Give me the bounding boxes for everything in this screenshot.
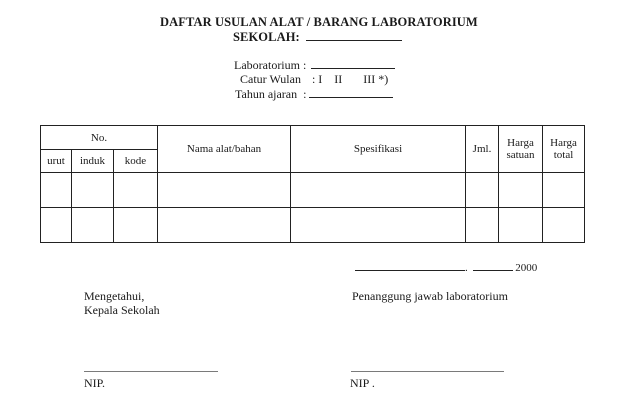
table-header-row — [41, 126, 585, 150]
header-harga-total-line1: Harga — [550, 137, 577, 149]
left-nip: NIP. — [84, 376, 106, 390]
laboratorium-field — [234, 58, 395, 73]
cell-urut[interactable] — [41, 173, 72, 208]
cell-induk[interactable] — [72, 208, 114, 243]
table-row — [41, 208, 585, 243]
right-nip: NIP . — [350, 376, 375, 390]
cell-harga-total[interactable] — [543, 173, 585, 208]
date-separator: . — [465, 262, 468, 274]
cell-jml[interactable] — [466, 173, 499, 208]
cell-jml[interactable] — [466, 208, 499, 243]
laboratorium-label: Laboratorium : — [234, 58, 307, 72]
cell-induk[interactable] — [72, 173, 114, 208]
document-title: DAFTAR USULAN ALAT / BARANG LABORATORIUM — [160, 15, 478, 29]
cell-harga-total[interactable] — [543, 208, 585, 243]
cell-nama[interactable] — [158, 208, 291, 243]
school-label: SEKOLAH: — [233, 30, 300, 44]
header-nama: Nama alat/bahan — [158, 126, 291, 173]
date-place-blank[interactable] — [355, 270, 465, 271]
left-signature-role-1: Mengetahui, — [84, 289, 145, 303]
cell-spesifikasi[interactable] — [291, 173, 466, 208]
cell-harga-satuan[interactable] — [499, 208, 543, 243]
header-spesifikasi: Spesifikasi — [291, 126, 466, 173]
cell-nama[interactable] — [158, 173, 291, 208]
tahun-ajaran-blank[interactable] — [309, 97, 393, 98]
header-harga-satuan-line1: Harga — [507, 137, 534, 149]
school-field — [233, 30, 402, 45]
cell-kode[interactable] — [114, 173, 158, 208]
tahun-ajaran-label: Tahun ajaran : — [235, 87, 307, 101]
left-signature-role-2: Kepala Sekolah — [84, 303, 160, 317]
header-harga-satuan — [499, 126, 543, 173]
header-harga-satuan-line2: satuan — [506, 149, 535, 161]
cell-urut[interactable] — [41, 208, 72, 243]
cell-kode[interactable] — [114, 208, 158, 243]
header-harga-total-line2: total — [553, 149, 574, 161]
date-month-blank[interactable] — [473, 270, 513, 271]
school-blank[interactable] — [306, 40, 402, 41]
left-signature-line[interactable] — [84, 371, 218, 372]
date-field — [355, 262, 537, 274]
laboratorium-blank[interactable] — [311, 68, 395, 69]
items-table — [40, 125, 585, 243]
table-row — [41, 173, 585, 208]
cell-harga-satuan[interactable] — [499, 173, 543, 208]
header-induk: induk — [72, 150, 114, 173]
right-signature-line[interactable] — [351, 371, 504, 372]
tahun-ajaran-field — [235, 87, 393, 102]
catur-wulan-field — [240, 72, 388, 87]
header-urut: urut — [41, 150, 72, 173]
catur-wulan-label: Catur Wulan — [240, 72, 301, 86]
header-no: No. — [41, 126, 158, 150]
cell-spesifikasi[interactable] — [291, 208, 466, 243]
header-jml: Jml. — [466, 126, 499, 173]
catur-wulan-options[interactable]: : I II III *) — [311, 72, 389, 86]
header-kode: kode — [114, 150, 158, 173]
right-signature-role: Penanggung jawab laboratorium — [352, 289, 508, 303]
header-harga-total — [543, 126, 585, 173]
date-year: 2000 — [515, 262, 538, 274]
